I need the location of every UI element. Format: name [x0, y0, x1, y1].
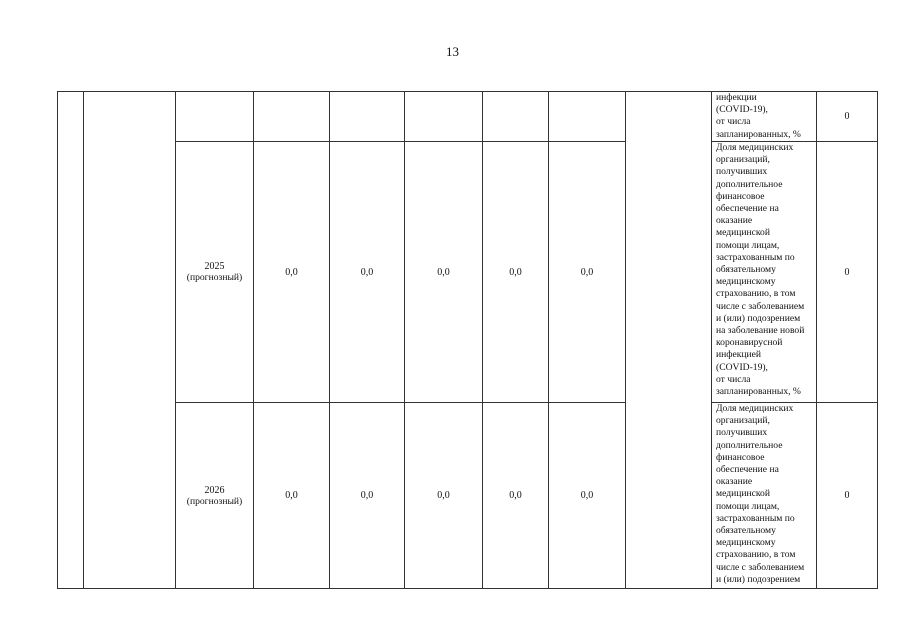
indicator-cell: Доля медицинских организаций, получивших дополнительное финансовое обеспечение на оказание медицинской помощи лицам, застрахованным по обязательному медицинскому страхованию, в том числе с заболеванием и (или) подозрением: [712, 403, 817, 589]
funding-value-cell: 0,0: [483, 142, 549, 403]
year-note: (прогнозный): [186, 495, 243, 507]
executor-cell: [626, 92, 712, 589]
target-value-cell: 0: [817, 142, 878, 403]
funding-value-cell: 0,0: [330, 142, 405, 403]
funding-value-cell: 0,0: [549, 142, 626, 403]
page-number: 13: [446, 44, 459, 59]
indicator-cell: инфекции (COVID-19), от числа запланированных, %: [712, 92, 817, 142]
indicator-cell: Доля медицинских организаций, получивших дополнительное финансовое обеспечение на оказание медицинской помощи лицам, застрахованным по обязательному медицинскому страхованию, в том числе с заболеванием и (или) подозрением на заболевание новой коронавирусной инфекцией (COVID-19), от числа запланированных, %: [712, 142, 817, 403]
funding-value-cell: 0,0: [254, 142, 330, 403]
funding-value-cell: [254, 92, 330, 142]
funding-value-cell: [483, 92, 549, 142]
funding-value-cell: [405, 92, 483, 142]
year-cell: [176, 92, 254, 142]
funding-value-cell: [330, 92, 405, 142]
row-number-cell: [58, 92, 84, 589]
funding-value-cell: 0,0: [405, 403, 483, 589]
funding-value-cell: 0,0: [549, 403, 626, 589]
funding-value-cell: 0,0: [330, 403, 405, 589]
target-value-cell: 0: [817, 92, 878, 142]
funding-value-cell: 0,0: [405, 142, 483, 403]
year-note: (прогнозный): [186, 272, 243, 283]
year-cell: [176, 142, 254, 403]
table-row: [58, 403, 878, 589]
year-label: 2026: [204, 484, 225, 496]
table-row: [58, 92, 878, 142]
program-indicators-table: [57, 91, 878, 589]
target-value-cell: 0: [817, 403, 878, 589]
year-label: 2025: [204, 261, 225, 272]
funding-value-cell: 0,0: [483, 403, 549, 589]
funding-value-cell: [549, 92, 626, 142]
table-row: [58, 142, 878, 403]
funding-value-cell: 0,0: [254, 403, 330, 589]
measure-name-cell: [84, 92, 176, 589]
year-cell: [176, 403, 254, 589]
